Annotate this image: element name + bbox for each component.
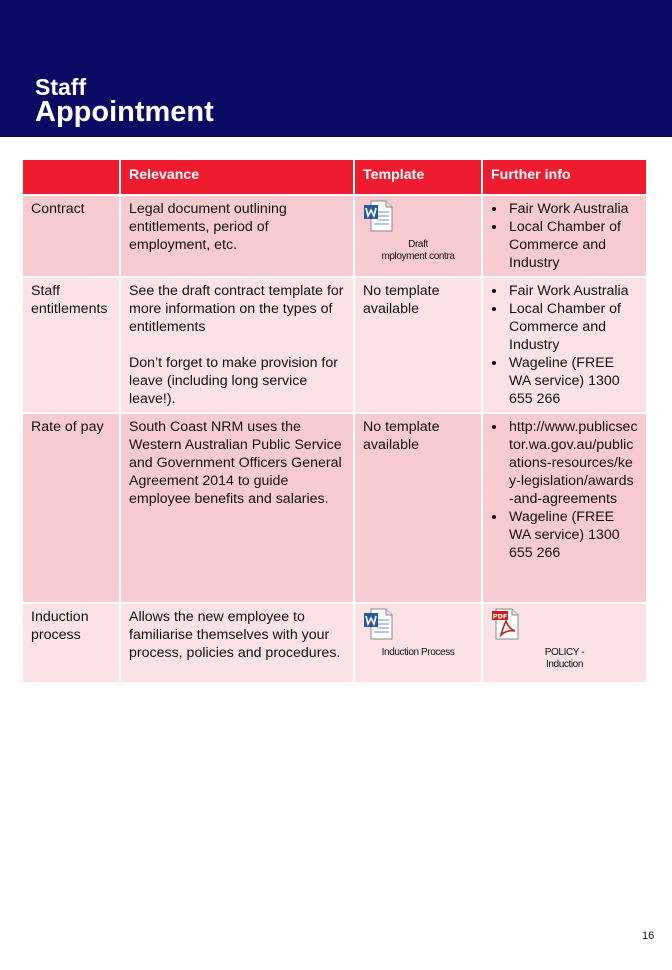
info-item: • Fair Work Australia xyxy=(507,200,638,218)
info-item: • Wageline (FREE WA service) 1300 655 266 xyxy=(507,508,638,562)
row-topic: Staff entitlements xyxy=(22,277,120,413)
page-number: 16 xyxy=(642,930,655,942)
template-attachment[interactable] xyxy=(354,195,482,277)
info-item: • Local Chamber of Commerce and Industry xyxy=(507,300,638,354)
column-header-template: Template xyxy=(354,159,482,195)
word-document-icon[interactable] xyxy=(363,608,393,645)
info-link[interactable]: • http://www.publicsector.wa.gov.au/publications-resources/key-legislation/awards-and-agreements xyxy=(507,418,638,508)
relevance-paragraph: See the draft contract template for more information on the types of entitlements xyxy=(129,283,344,335)
word-document-icon[interactable] xyxy=(363,200,393,237)
policy-attachment[interactable] xyxy=(482,603,647,683)
table-row xyxy=(22,603,647,683)
table-row xyxy=(22,195,647,277)
table-row xyxy=(22,413,647,603)
table-header-row xyxy=(22,159,647,195)
info-item: • Fair Work Australia xyxy=(507,282,638,300)
relevance-paragraph: Don’t forget to make provision for leave (including long service leave!). xyxy=(129,355,338,407)
column-header-topic xyxy=(22,159,120,195)
template-caption: Induction Process xyxy=(381,647,455,658)
row-topic: Rate of pay xyxy=(22,413,120,603)
row-topic: Induction process xyxy=(22,603,120,683)
page-title-line1: Staff xyxy=(35,74,87,100)
template-attachment[interactable] xyxy=(354,603,482,683)
staff-appointment-table xyxy=(21,158,648,684)
template-caption: Draft xyxy=(408,239,428,250)
row-relevance: Allows the new employee to familiarise themselves with your process, policies and procedures. xyxy=(120,603,354,683)
policy-caption: Induction xyxy=(546,659,583,670)
row-further-info xyxy=(482,277,647,413)
info-item: • Wageline (FREE WA service) 1300 655 266 xyxy=(507,354,638,408)
page-title-line2: Appointment xyxy=(35,96,214,128)
row-further-info xyxy=(482,413,647,603)
template-text: No template available xyxy=(354,277,482,413)
info-item: • Local Chamber of Commerce and Industry xyxy=(507,218,638,272)
row-topic: Contract xyxy=(22,195,120,277)
column-header-further-info: Further info xyxy=(482,159,647,195)
policy-caption: POLICY - xyxy=(544,647,585,658)
template-caption: mployment contra xyxy=(381,251,455,262)
template-text: No template available xyxy=(354,413,482,603)
row-relevance xyxy=(120,277,354,413)
row-relevance: Legal document outlining entitlements, period of employment, etc. xyxy=(120,195,354,277)
row-further-info xyxy=(482,195,647,277)
pdf-document-icon[interactable] xyxy=(491,608,521,645)
row-relevance: South Coast NRM uses the Western Australian Public Service and Government Officers General Agreement 2014 to guide employee benefits and salaries. xyxy=(120,413,354,603)
page-header xyxy=(0,0,672,137)
pdf-label: PDF xyxy=(492,612,508,621)
column-header-relevance: Relevance xyxy=(120,159,354,195)
table-row xyxy=(22,277,647,413)
